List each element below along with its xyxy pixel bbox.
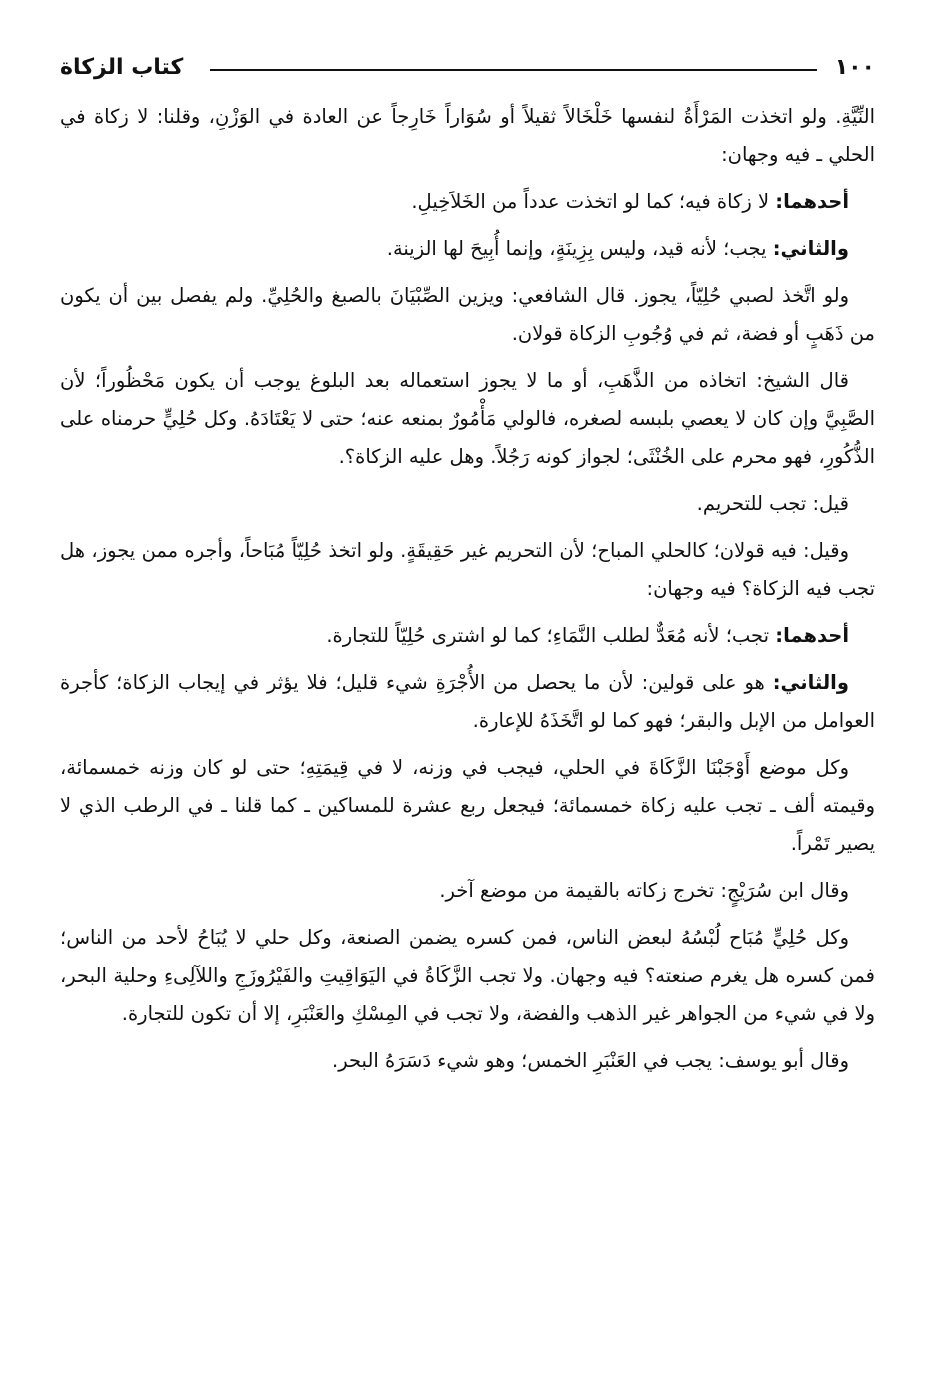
paragraph bbox=[60, 532, 875, 608]
paragraph-text: ولو اتَّخذ لصبي حُلِيّاً، يجوز. قال الشافعي: ويزين الصِّبْيَانَ بالصبغ والحُلِيِّ. ولم يفصل بين أن يكون من ذَهَبٍ أو فضة، ثم في وُجُوبِ الزكاة قولان. bbox=[60, 284, 875, 345]
page-header bbox=[60, 52, 875, 86]
paragraph-lead: أحدهما: bbox=[775, 624, 849, 647]
paragraph-text: لا زكاة فيه؛ كما لو اتخذت عدداً من الخَلاَخِيلِ. bbox=[411, 190, 776, 213]
paragraph bbox=[60, 617, 875, 655]
paragraph bbox=[60, 749, 875, 863]
paragraph bbox=[60, 919, 875, 1033]
paragraph-text: وقال ابن سُرَيْجٍ: تخرج زكاته بالقيمة من موضع آخر. bbox=[439, 879, 849, 902]
paragraph-text: يجب؛ لأنه قيد، وليس بِزِينَةٍ، وإنما أُبِيحَ لها الزينة. bbox=[386, 237, 773, 260]
paragraph-lead: والثاني: bbox=[772, 671, 849, 694]
paragraph-text: هو على قولين: لأن ما يحصل من الأُجْرَةِ شيء قليل؛ فلا يؤثر في إيجاب الزكاة؛ كأجرة العوامل من الإبل والبقر؛ فهو كما لو اتَّخَذَهُ للإعارة. bbox=[60, 671, 875, 732]
paragraph-text: قيل: تجب للتحريم. bbox=[696, 492, 849, 515]
paragraph bbox=[60, 872, 875, 910]
paragraph-text: وقال أبو يوسف: يجب في العَنْبَرِ الخمس؛ وهو شيء دَسَرَهُ البحر. bbox=[332, 1049, 849, 1072]
paragraph-lead: والثاني: bbox=[772, 237, 849, 260]
paragraph bbox=[60, 183, 875, 221]
paragraph-text: تجب؛ لأنه مُعَدٌّ لطلب النَّمَاءِ؛ كما لو اشترى حُلِيّاً للتجارة. bbox=[326, 624, 776, 647]
paragraph bbox=[60, 485, 875, 523]
paragraph-text: وكل موضع أَوْجَبْنَا الزَّكَاةَ في الحلي، فيجب في وزنه، لا في قِيمَتِهِ؛ حتى لو كان وزنه خمسمائة، وقيمته ألف ـ تجب عليه زكاة خمسمائة؛ فيجعل ربع عشرة للمساكين ـ كما قلنا ـ في الرطب الذي لا يصير تَمْراً. bbox=[60, 756, 875, 855]
page-number: ١٠٠ bbox=[834, 55, 875, 80]
paragraph-text: وكل حُلِيٍّ مُبَاح لُبْسُهُ لبعض الناس، فمن كسره يضمن الصنعة، وكل حلي لا يُبَاحُ لأحد من الناس؛ فمن كسره هل يغرم صنعته؟ فيه وجهان. ولا تجب الزَّكَاةُ في اليَوَاقِيتِ والفَيْرُوزَجِ واللآلِىءِ وحلية البحر، ولا في شيء من الجواهر غير الذهب والفضة، ولا تجب في المِسْكِ والعَنْبَرِ، إلا أن تكون للتجارة. bbox=[60, 926, 875, 1025]
paragraph-text: النِّيَّةِ. ولو اتخذت المَرْأَةُ لنفسها خَلْخَالاً ثقيلاً أو سُوَاراً خَارِجاً عن العادة في الوَزْنِ، وقلنا: لا زكاة في الحلي ـ فيه وجهان: bbox=[60, 105, 875, 166]
paragraph bbox=[60, 1042, 875, 1080]
paragraph bbox=[60, 362, 875, 476]
paragraph-lead: أحدهما: bbox=[775, 190, 849, 213]
paragraph-text: وقيل: فيه قولان؛ كالحلي المباح؛ لأن التحريم غير حَقِيقَةٍ. ولو اتخذ حُلِيّاً مُبَاحاً، وأجره ممن يجوز، هل تجب فيه الزكاة؟ فيه وجهان: bbox=[60, 539, 875, 600]
paragraph bbox=[60, 98, 875, 174]
body-text bbox=[60, 98, 875, 1089]
paragraph bbox=[60, 277, 875, 353]
book-title: كتاب الزكاة bbox=[60, 55, 184, 80]
paragraph bbox=[60, 230, 875, 268]
paragraph bbox=[60, 664, 875, 740]
paragraph-text: قال الشيخ: اتخاذه من الذَّهَبِ، أو ما لا يجوز استعماله بعد البلوغ يوجب أن يكون مَحْظُوراً؛ لأن الصَّبِيَّ وإن كان لا يعصي بلبسه لصغره، فالولي مَأْمُورٌ بمنعه عنه؛ حتى لا يَعْتَادَهُ. وكل حُلِيٍّ حرمناه على الذُّكُورِ، فهو محرم على الخُنْثَى؛ لجواز كونه رَجُلاً. وهل عليه الزكاة؟. bbox=[60, 369, 875, 468]
header-rule bbox=[210, 69, 817, 71]
